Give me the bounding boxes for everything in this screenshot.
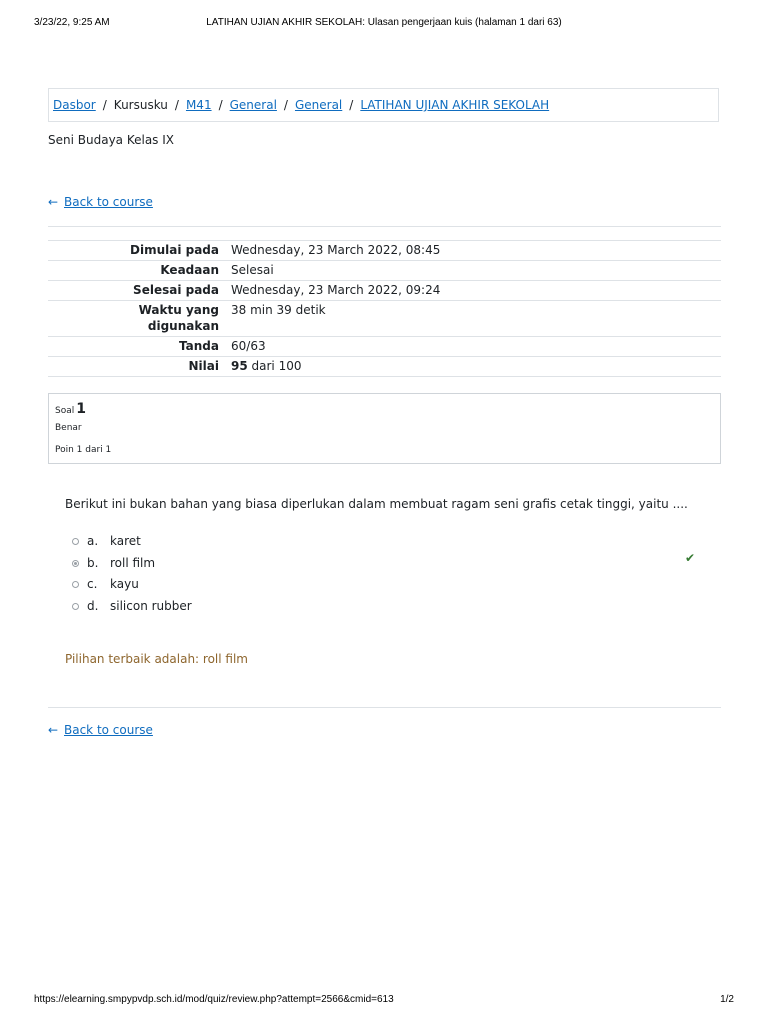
soal-number: 1 <box>76 401 86 417</box>
answer-option-a[interactable] <box>72 532 141 550</box>
summary-value: Wednesday, 23 March 2022, 09:24 <box>231 281 721 301</box>
answer-text: kayu <box>110 577 139 591</box>
summary-label: Dimulai pada <box>48 241 231 261</box>
answer-letter: d. <box>87 599 99 613</box>
print-header <box>0 17 768 31</box>
back-to-course-label[interactable]: Back to course <box>64 195 153 209</box>
arrow-left-icon: ← <box>48 195 59 209</box>
summary-label: Tanda <box>48 337 231 357</box>
summary-row <box>48 261 721 281</box>
summary-value: Wednesday, 23 March 2022, 08:45 <box>231 241 721 261</box>
summary-label: Nilai <box>48 357 231 377</box>
question-state: Benar <box>55 423 82 433</box>
check-icon: ✔ <box>685 551 696 565</box>
summary-label: Selesai pada <box>48 281 231 301</box>
breadcrumb-separator: / <box>102 98 107 112</box>
back-to-course-label[interactable]: Back to course <box>64 723 153 737</box>
summary-value: 60/63 <box>231 337 721 357</box>
divider <box>48 226 721 227</box>
radio-button-selected[interactable] <box>72 560 79 567</box>
question-number <box>55 401 86 417</box>
soal-label: Soal <box>55 406 75 416</box>
breadcrumb <box>48 88 719 122</box>
arrow-left-icon: ← <box>48 723 59 737</box>
answer-text: roll film <box>110 556 156 570</box>
breadcrumb-separator: / <box>349 98 354 112</box>
print-date: 3/23/22, 9:25 AM <box>34 17 110 28</box>
breadcrumb-separator: / <box>174 98 179 112</box>
question-text: Berikut ini bukan bahan yang biasa diperlukan dalam membuat ragam seni grafis cetak tinggi, yaitu .... <box>65 497 688 511</box>
summary-value <box>231 357 721 377</box>
breadcrumb-course[interactable]: M41 <box>185 98 212 112</box>
summary-value: 38 min 39 detik <box>231 301 721 337</box>
answer-option-c[interactable] <box>72 575 139 593</box>
breadcrumb-separator: / <box>283 98 288 112</box>
answer-option-d[interactable] <box>72 597 192 615</box>
back-to-course-link-top[interactable] <box>48 195 153 209</box>
summary-row <box>48 337 721 357</box>
answer-letter: a. <box>87 534 99 548</box>
summary-row <box>48 301 721 337</box>
answer-option-b[interactable] <box>72 554 155 572</box>
score-value: 95 <box>231 359 248 373</box>
radio-button[interactable] <box>72 538 79 545</box>
print-title: LATIHAN UJIAN AKHIR SEKOLAH: Ulasan pengerjaan kuis (halaman 1 dari 63) <box>206 17 562 28</box>
breadcrumb-dasbor[interactable]: Dasbor <box>53 98 96 112</box>
course-subtitle: Seni Budaya Kelas IX <box>48 133 174 147</box>
summary-row <box>48 357 721 377</box>
breadcrumb-kursusku: Kursusku <box>113 98 168 112</box>
breadcrumb-quiz[interactable]: LATIHAN UJIAN AKHIR SEKOLAH <box>360 98 550 112</box>
print-footer <box>0 994 768 1008</box>
breadcrumb-general-2[interactable]: General <box>294 98 343 112</box>
correct-answer-feedback: Pilihan terbaik adalah: roll film <box>65 652 248 666</box>
summary-label: Waktu yang digunakan <box>48 301 231 337</box>
score-max: dari 100 <box>251 359 302 373</box>
print-page-number: 1/2 <box>720 994 734 1005</box>
summary-value: Selesai <box>231 261 721 281</box>
radio-button[interactable] <box>72 603 79 610</box>
question-grade: Poin 1 dari 1 <box>55 445 112 455</box>
answer-letter: b. <box>87 556 99 570</box>
answer-text: karet <box>110 534 141 548</box>
summary-label: Keadaan <box>48 261 231 281</box>
radio-button[interactable] <box>72 581 79 588</box>
question-info-box <box>48 393 721 464</box>
attempt-summary-table <box>48 240 721 377</box>
print-url: https://elearning.smpypvdp.sch.id/mod/quiz/review.php?attempt=2566&cmid=613 <box>34 994 394 1005</box>
answer-text: silicon rubber <box>110 599 192 613</box>
breadcrumb-separator: / <box>218 98 223 112</box>
answer-letter: c. <box>87 577 98 591</box>
summary-row <box>48 241 721 261</box>
summary-row <box>48 281 721 301</box>
back-to-course-link-bottom[interactable] <box>48 723 153 737</box>
breadcrumb-general-1[interactable]: General <box>229 98 277 112</box>
divider <box>48 707 721 708</box>
